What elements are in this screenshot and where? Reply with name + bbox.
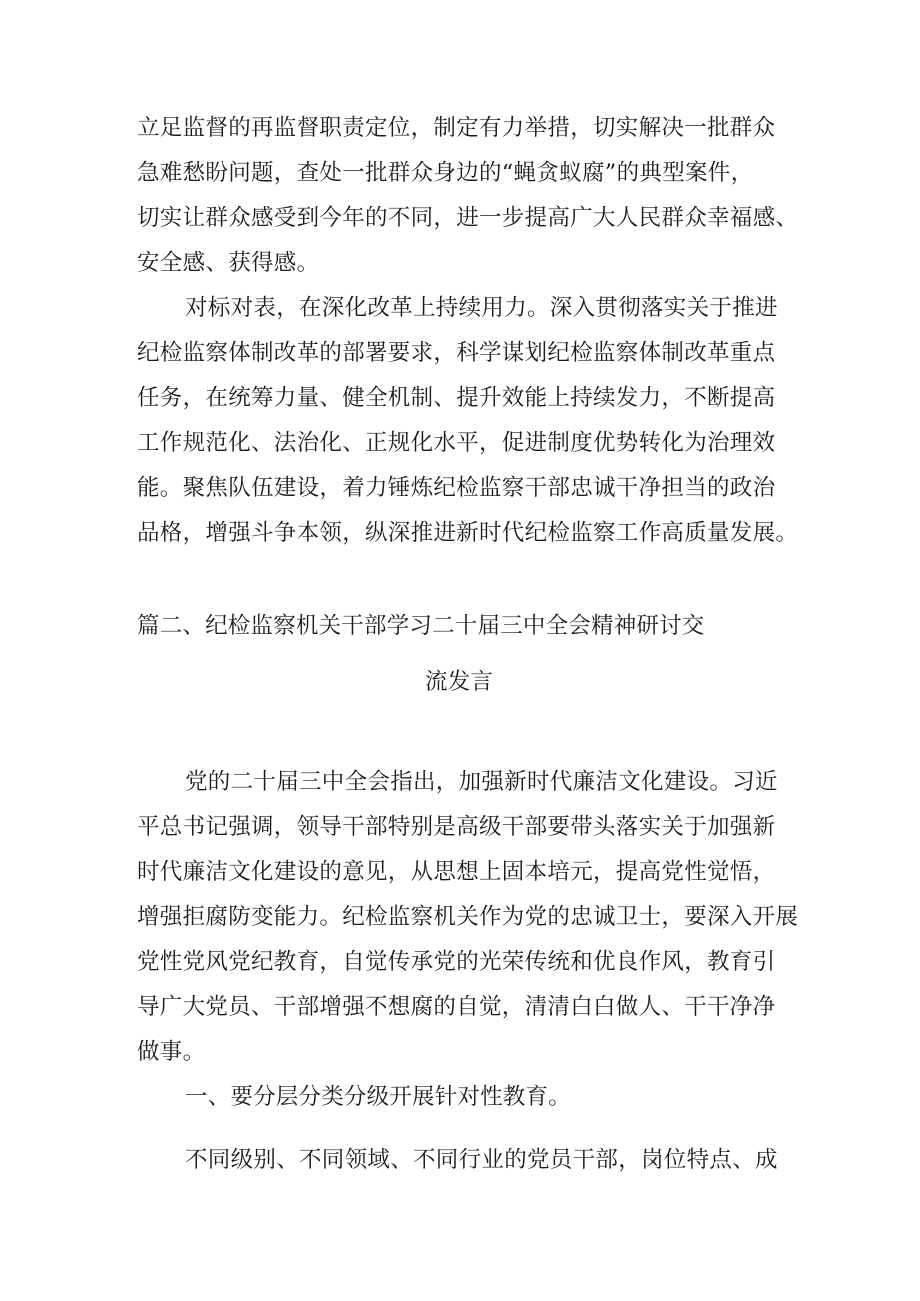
paragraph-3-line-7: 做事。: [137, 1039, 206, 1065]
article-title-line-1: 篇二、纪检监察机关干部学习二十届三中全会精神研讨交: [137, 613, 705, 639]
paragraph-3-line-3: 时代廉洁文化建设的意见，从思想上固本培元，提高党性觉悟，: [137, 859, 776, 885]
paragraph-2-line-2: 纪检监察体制改革的部署要求，科学谋划纪检监察体制改革重点: [137, 340, 776, 366]
paragraph-4-line-1: 不同级别、不同领域、不同行业的党员干部，岗位特点、成: [185, 1147, 778, 1173]
paragraph-2-line-1: 对标对表，在深化改革上持续用力。深入贯彻落实关于推进: [185, 295, 778, 321]
section-heading: 一、要分层分类分级开展针对性教育。: [185, 1084, 571, 1110]
paragraph-3-line-4: 增强拒腐防变能力。纪检监察机关作为党的忠诚卫士，要深入开展: [137, 904, 799, 930]
paragraph-2-line-4: 工作规范化、法治化、正规化水平，促进制度优势转化为治理效: [137, 430, 776, 456]
paragraph-3-line-6: 导广大党员、干部增强不想腐的自觉，清清白白做人、干干净净: [137, 994, 776, 1020]
paragraph-1-line-4: 安全感、获得感。: [137, 250, 320, 276]
article-title-line-2: 流发言: [425, 669, 494, 695]
paragraph-2-line-5: 能。聚焦队伍建设，着力锤炼纪检监察干部忠诚干净担当的政治: [137, 475, 776, 501]
paragraph-3-line-2: 平总书记强调，领导干部特别是高级干部要带头落实关于加强新: [137, 814, 776, 840]
paragraph-1-line-1: 立足监督的再监督职责定位，制定有力举措，切实解决一批群众: [137, 115, 776, 141]
paragraph-3-line-5: 党性党风党纪教育，自觉传承党的光荣传统和优良作风，教育引: [137, 949, 776, 975]
paragraph-1-line-2: 急难愁盼问题，查处一批群众身边的“蝇贪蚁腐”的典型案件，: [137, 160, 754, 186]
paragraph-2-line-6: 品格，增强斗争本领，纵深推进新时代纪检监察工作高质量发展。: [137, 520, 799, 546]
paragraph-1-line-3: 切实让群众感受到今年的不同，进一步提高广大人民群众幸福感、: [137, 205, 799, 231]
paragraph-2-line-3: 任务，在统筹力量、健全机制、提升效能上持续发力，不断提高: [137, 385, 776, 411]
paragraph-3-line-1: 党的二十届三中全会指出，加强新时代廉洁文化建设。习近: [185, 769, 778, 795]
